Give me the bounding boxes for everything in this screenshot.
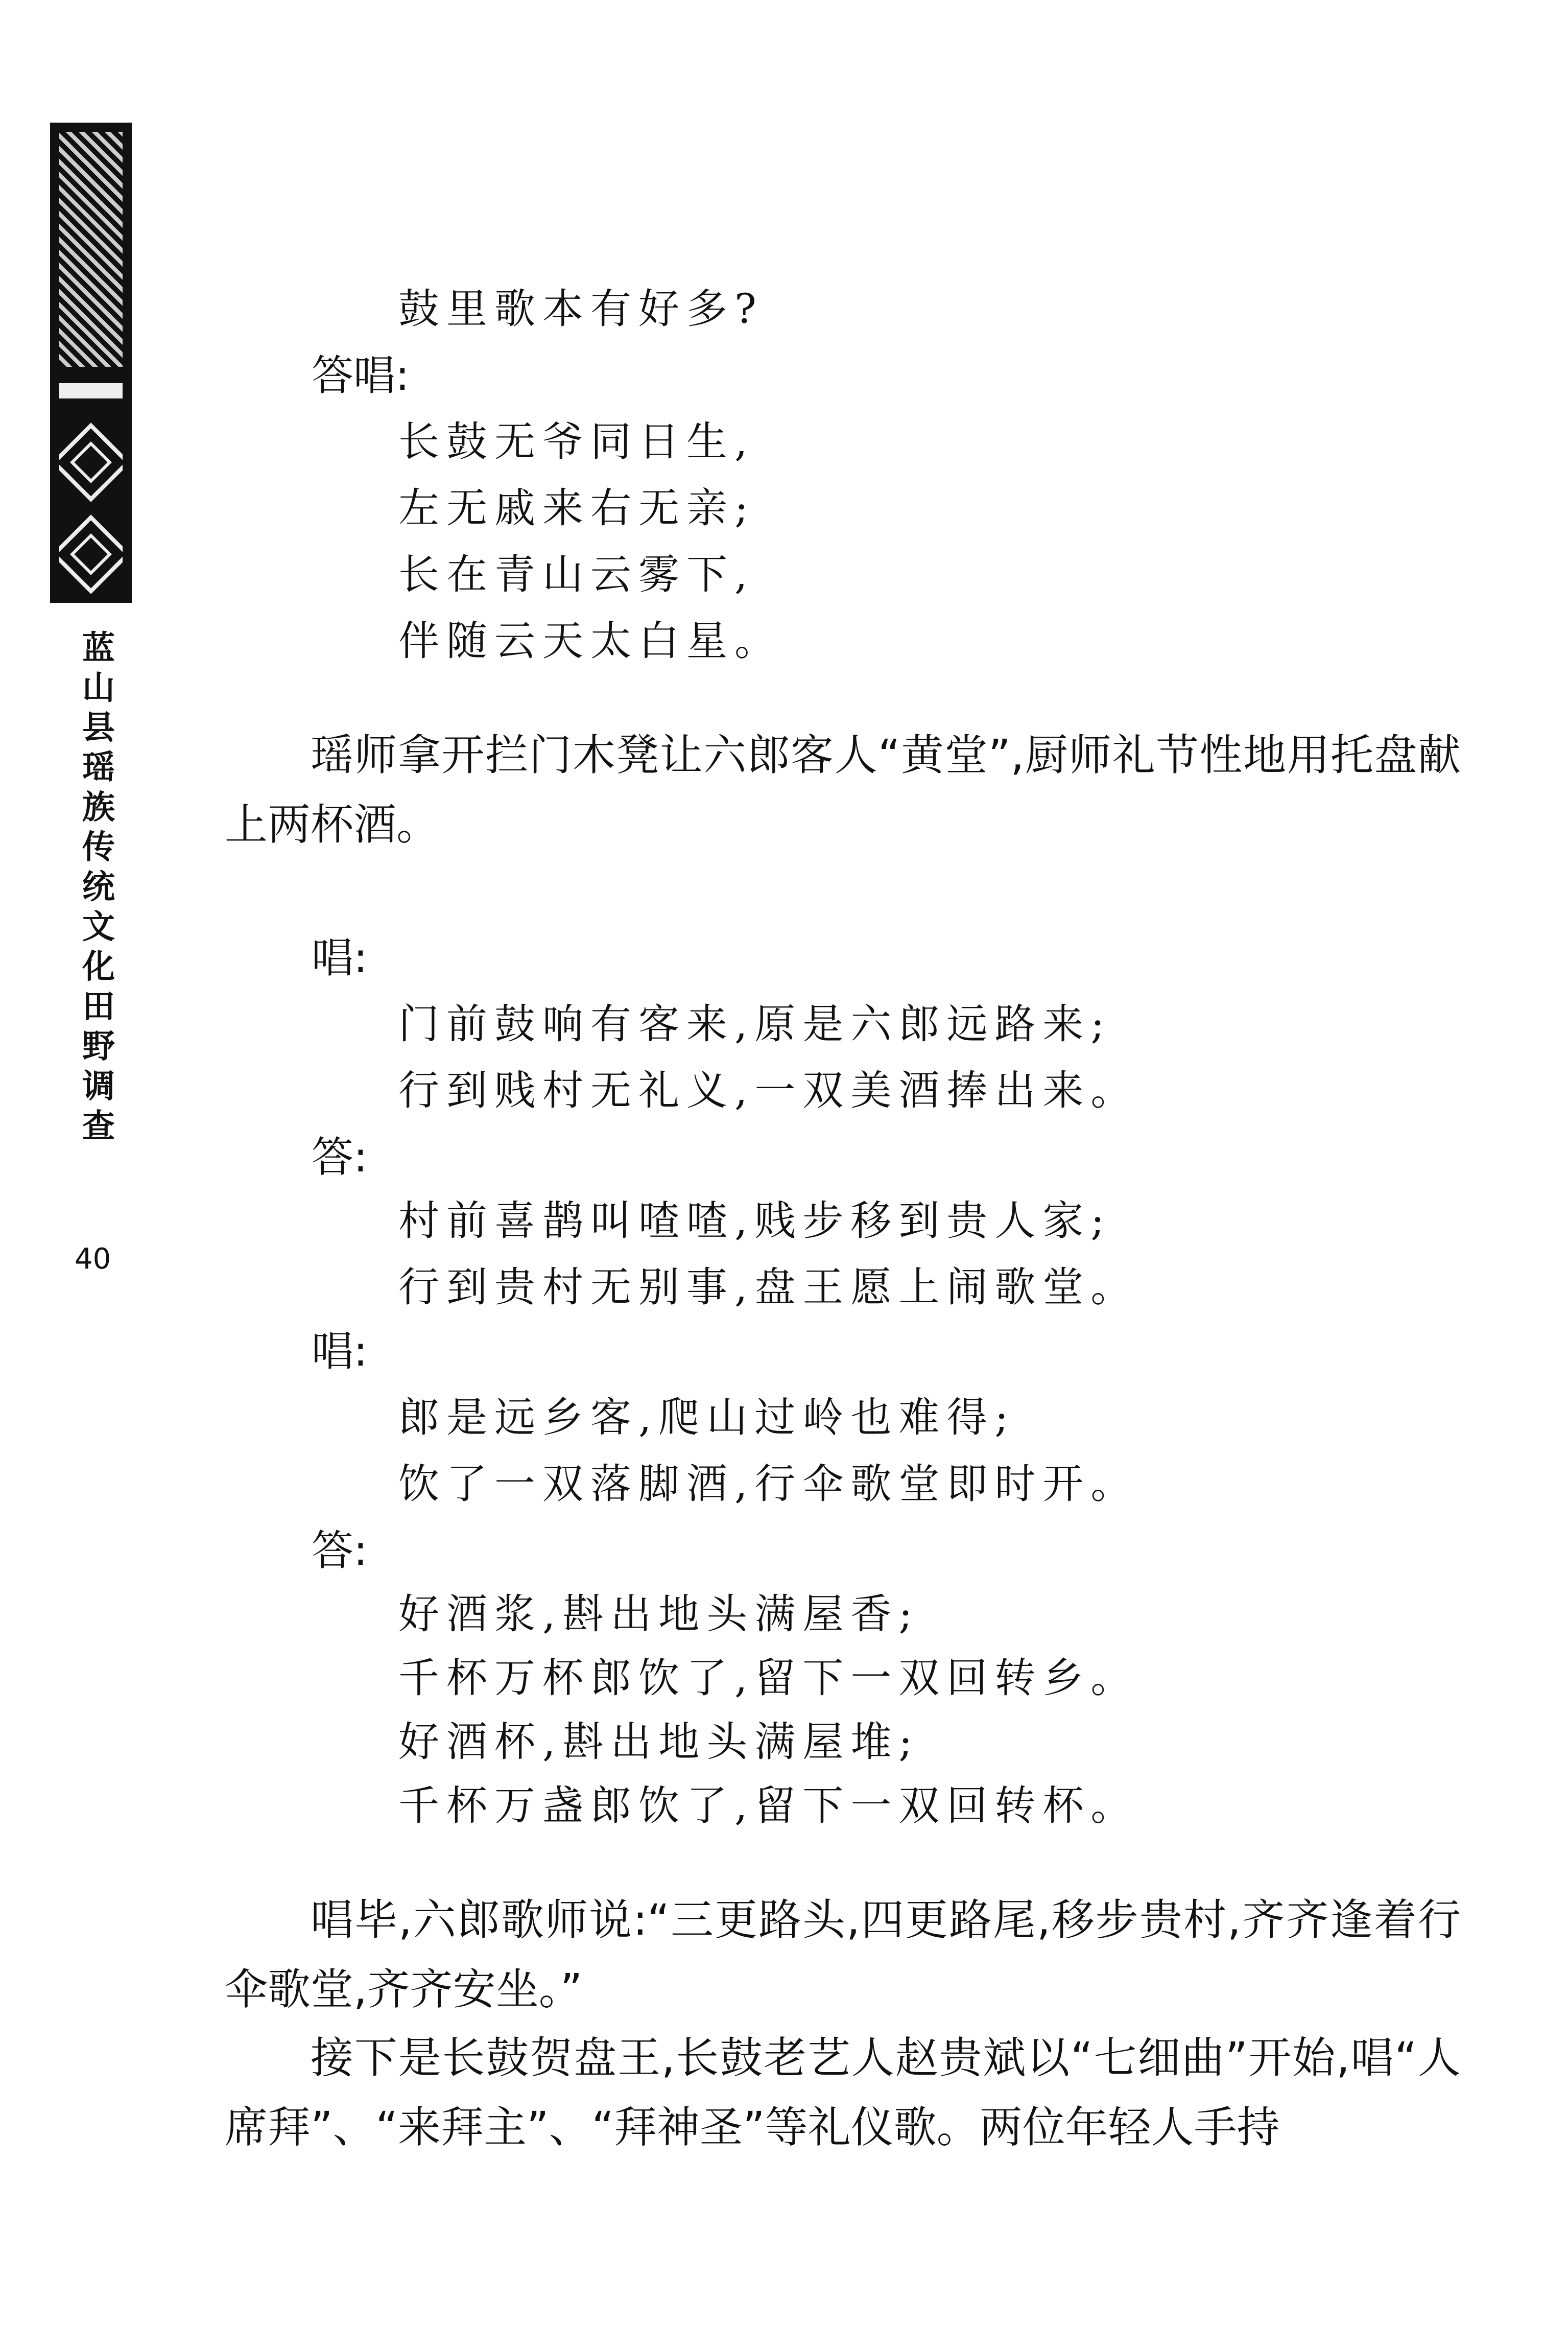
verse-line: 郎是远乡客,爬山过岭也难得;	[398, 1394, 1016, 1441]
verse-line: 伴随云天太白星。	[398, 617, 782, 665]
verse-line: 行到贱村无礼义,一双美酒捧出来。	[398, 1067, 1139, 1114]
verse-line: 好酒浆,斟出地头满屋香;	[398, 1590, 920, 1638]
verse-line: 千杯万杯郎饮了,留下一双回转乡。	[398, 1654, 1139, 1702]
verse-line: 行到贵村无别事,盘王愿上闹歌堂。	[398, 1263, 1139, 1311]
verse-line: 村前喜鹊叫喳喳,贱步移到贵人家;	[398, 1197, 1112, 1244]
verse-line: 好酒杯,斟出地头满屋堆;	[398, 1718, 920, 1766]
verse-line: 饮了一双落脚酒,行伞歌堂即时开。	[398, 1460, 1139, 1508]
paragraph: 瑶师拿开拦门木凳让六郎客人“黄堂”,厨师礼节性地用托盘献上两杯酒。	[225, 730, 1461, 850]
verse-line: 长鼓无爷同日生,	[398, 418, 755, 465]
ornament-divider	[59, 383, 123, 398]
speaker-label: 答唱:	[312, 351, 410, 400]
speaker-label: 唱:	[312, 1327, 368, 1376]
paragraph: 唱毕,六郎歌师说:“三更路头,四更路尾,移步贵村,齐齐逢着行伞歌堂,齐齐安坐。”	[225, 1895, 1461, 2014]
speaker-label: 答:	[312, 1133, 368, 1182]
verse-line: 千杯万盏郎饮了,留下一双回转杯。	[398, 1782, 1139, 1829]
verse-line: 鼓里歌本有好多?	[398, 285, 764, 333]
speaker-label: 唱:	[312, 934, 368, 982]
ornament-pattern-top	[59, 132, 123, 367]
diamond-motif	[59, 422, 123, 502]
diamond-motif	[59, 514, 123, 594]
page-number: 40	[75, 1242, 111, 1276]
decorative-border-ornament	[50, 123, 132, 603]
verse-line: 门前鼓响有客来,原是六郎远路来;	[398, 1000, 1112, 1048]
verse-line: 长在青山云雾下,	[398, 551, 755, 598]
book-title-vertical: 蓝山县瑶族传统文化田野调查	[82, 629, 115, 1145]
ornament-diamond-panel	[59, 414, 123, 594]
paragraph: 接下是长鼓贺盘王,长鼓老艺人赵贵斌以“七细曲”开始,唱“人席拜”、“来拜主”、“拜神圣”等礼仪歌。两位年轻人手持	[225, 2033, 1461, 2152]
speaker-label: 答:	[312, 1526, 368, 1575]
verse-line: 左无戚来右无亲;	[398, 484, 755, 532]
